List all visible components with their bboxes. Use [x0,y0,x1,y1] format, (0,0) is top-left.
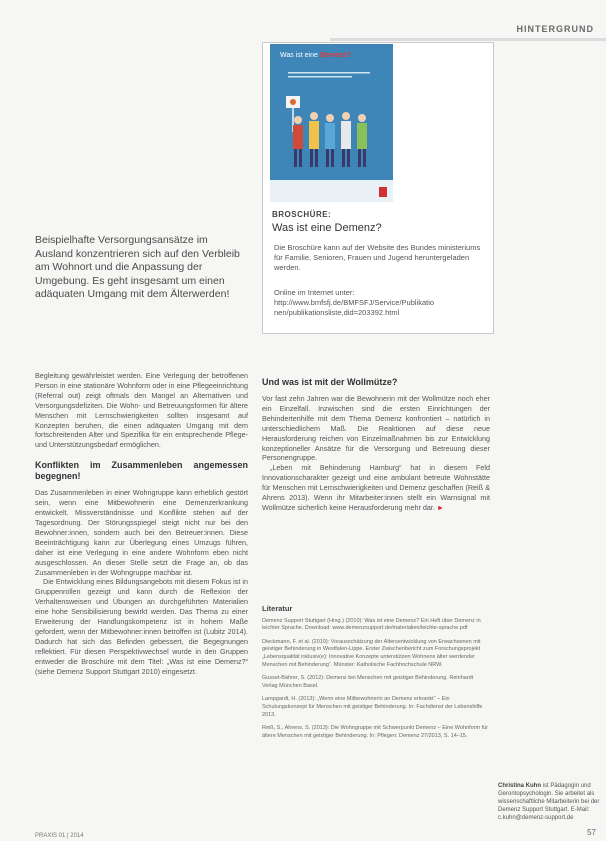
people-illustration [284,92,380,182]
right-subhead: Und was ist mit der Wollmütze? [262,377,398,387]
cover-subtitle-lines [288,71,374,79]
literature-section [262,605,490,746]
cover-title-accent: Demenz? [319,52,351,59]
literature-entry: Dieckmann, F. et al. (2010): Vorausschätzung der Altersentwicklung von Erwachsenen mit geistiger Behinderung in Westfalen-Lippe. Erster Zwischenbericht zum Forschungsprojekt „Lebensqualität inklusiv(e): Innovative Konzepte unterstützen Wohnens älter werdender Menschen mit Behinderung“. Münster: Katholische Fachhochschule NRW. [262,638,481,668]
literature-heading: Literatur [262,604,293,613]
right-paragraph-1: Vor fast zehn Jahren war die Bewohnerin mit der Wollmütze noch eher ein Einzelfall. Inzwischen sind die ersten Einrichtungen der Behindertenhilfe mit dem Thema Demenz konfrontiert – natürlich in unterschiedlichem Maß. Die Reaktionen auf diese neue Herausforderung reichen von Einzelmaßnahmen bis zur Entwicklung konzeptioneller Ansätze für die Versorgung und Betreuung dieser Personengruppe. [262,394,490,463]
cover-title-plain: Was ist eine [280,52,318,59]
brochure-text: Die Broschüre kann auf der Website des Bundes ministeriums für Familie, Senioren, Frauen und Jugend heruntergeladen werden. [274,243,481,272]
brochure-kicker: BROSCHÜRE: [272,210,332,219]
page-number: 57 [587,828,596,837]
continue-arrow-icon: ► [436,502,444,512]
left-paragraph-1: Begleitung gewährleistet werden. Eine Verlegung der betroffenen Person in eine stationäre Wohnform oder in eine Pflegeeinrichtung (Referral out) zeigt oftmals den Mangel an Alternativen und Versorgungsdefiziten. Die Wohn- und Betreuungsformen für ältere Menschen mit Lernschwierigkeiten sollten insgesamt auf Konzepten beruhen, die einen adäquaten Umgang mit dem fortschreitenden Alter und Spezifika für ein entsprechende Pflege- und Unterstützungsbedarf ermöglichen. [35,371,248,450]
header-rule [330,38,606,41]
brochure-cover [270,44,393,202]
literature-entry: Reiß, S., Ahrens, S. (2013): Die Wohngruppe mit Schwerpunkt Demenz – Eine Wohnform für ältere Menschen mit geistiger Behinderung. In: Pflegen: Demenz 27/2013, S. 14–15. [262,725,489,739]
literature-entry: Gusset-Bährer, S. (2012): Demenz bei Menschen mit geistiger Behinderung. Reinhardt Verlag München Basel. [262,675,474,689]
cover-subtitle-graphic [288,71,374,79]
left-paragraph-3: Die Entwicklung eines Bildungsangebots mit diesem Fokus ist in Gruppenrollen gezeigt und kann durch die Reflexion der Verhaltensweisen und Übungen an durchgeführten Materialien eine hohe Sensibilisierung bewirkt werden. Das Thema zu einer Erweiterung der Handlungskompetenz ist in hohem Maße gefordert, wenn der Mitbewohner:innen betroffen ist (Lubitz 2014). Dadurch hat sich das Befinden gebessert, die Begegnungen reflektiert. Für diesen Perspektivwechsel wurde in den Gruppen entweder die Broschüre mit dem Titel: „Was ist eine Demenz?“ (siehe Demenz Support Stuttgart 2010) eingesetzt. [35,577,248,676]
brochure-title: Was ist eine Demenz? [272,222,382,234]
brochure-link[interactable]: Online im Internet unter: http://www.bmfsfj.de/BMFSFJ/Service/Publikatio nen/publikationsliste,did=203392.html [274,288,435,317]
author-name: Christina Kuhn [498,783,541,789]
page-footer: PRAXIS 01 | 2014 [35,833,84,839]
author-role: ist Pädagogin und Gerontopsychologin. Sie arbeitet als wissenschaftliche Mitarbeiterin bei der Demenz Support Stuttgart. E-Mail: c.kuhn@demenz-support.de [498,783,600,821]
cover-title [280,52,351,59]
left-paragraph-2: Das Zusammenleben in einer Wohngruppe kann erheblich gestört sein, wenn eine Mitbewohnerin eine Demenzerkrankung entwickelt. Missverständnisse und Konflikte stehen auf der Tagesordnung. Der Störungsspiegel steigt nicht nur bei den Bewohner:innen, sondern auch bei den Betreuer:innen. Diese Beeinträchtigung kann zur Überlegung eines Umzugs führen, daher ist eine Verlegung in eine andere Wohnform eben nicht ausgeschlossen. An dieser Stelle setzt die Frage an, ob das Zusammenleben in der Wohngruppe machbar ist. [35,488,248,577]
ministry-logo-icon [379,187,387,197]
right-column [262,377,490,513]
pull-quote: Beispielhafte Versorgungsansätze im Ausland konzentrieren sich auf den Verbleib am Wohnort und die Anpassung der Umgebung. Es geht insgesamt um einen adäquaten Umgang mit dem Älterwerden! [35,234,240,300]
literature-entry: Lampgardt, H. (2013): „Wenn eine Mitbewohnerin an Demenz erkrankt“ – Ein Schulungskonzept für Menschen mit geistiger Behinderung. In: Fachdienst der Lebenshilfe 2013. [262,696,483,718]
left-subhead: Konflikten im Zusammenleben angemessen begegnen! [35,460,248,482]
right-paragraph-2: „Leben mit Behinderung Hamburg“ hat in diesem Feld Innovationscharakter gezeigt und eine ambulant betreute Wohnstätte für Menschen mit Lernschwierigkeiten und Demenz geschaffen (Reiß & Ahrens 2013). Wenn ihr Mitarbeiter:innen stellt ein Warnsignal mit Wollmütze sicherlich keine Herausforderung mehr dar. [262,463,490,512]
left-column [35,371,248,676]
author-bio [498,782,606,822]
section-label: HINTERGRUND [516,24,594,34]
literature-entry: Demenz Support Stuttgart (Hrsg.) (2010): Was ist eine Demenz? Ein Heft über Demenz in leichter Sprache. Download: www.demenzsupport.de/materialien/leichte-sprache.pdf [262,617,481,632]
cover-footer [270,180,393,202]
